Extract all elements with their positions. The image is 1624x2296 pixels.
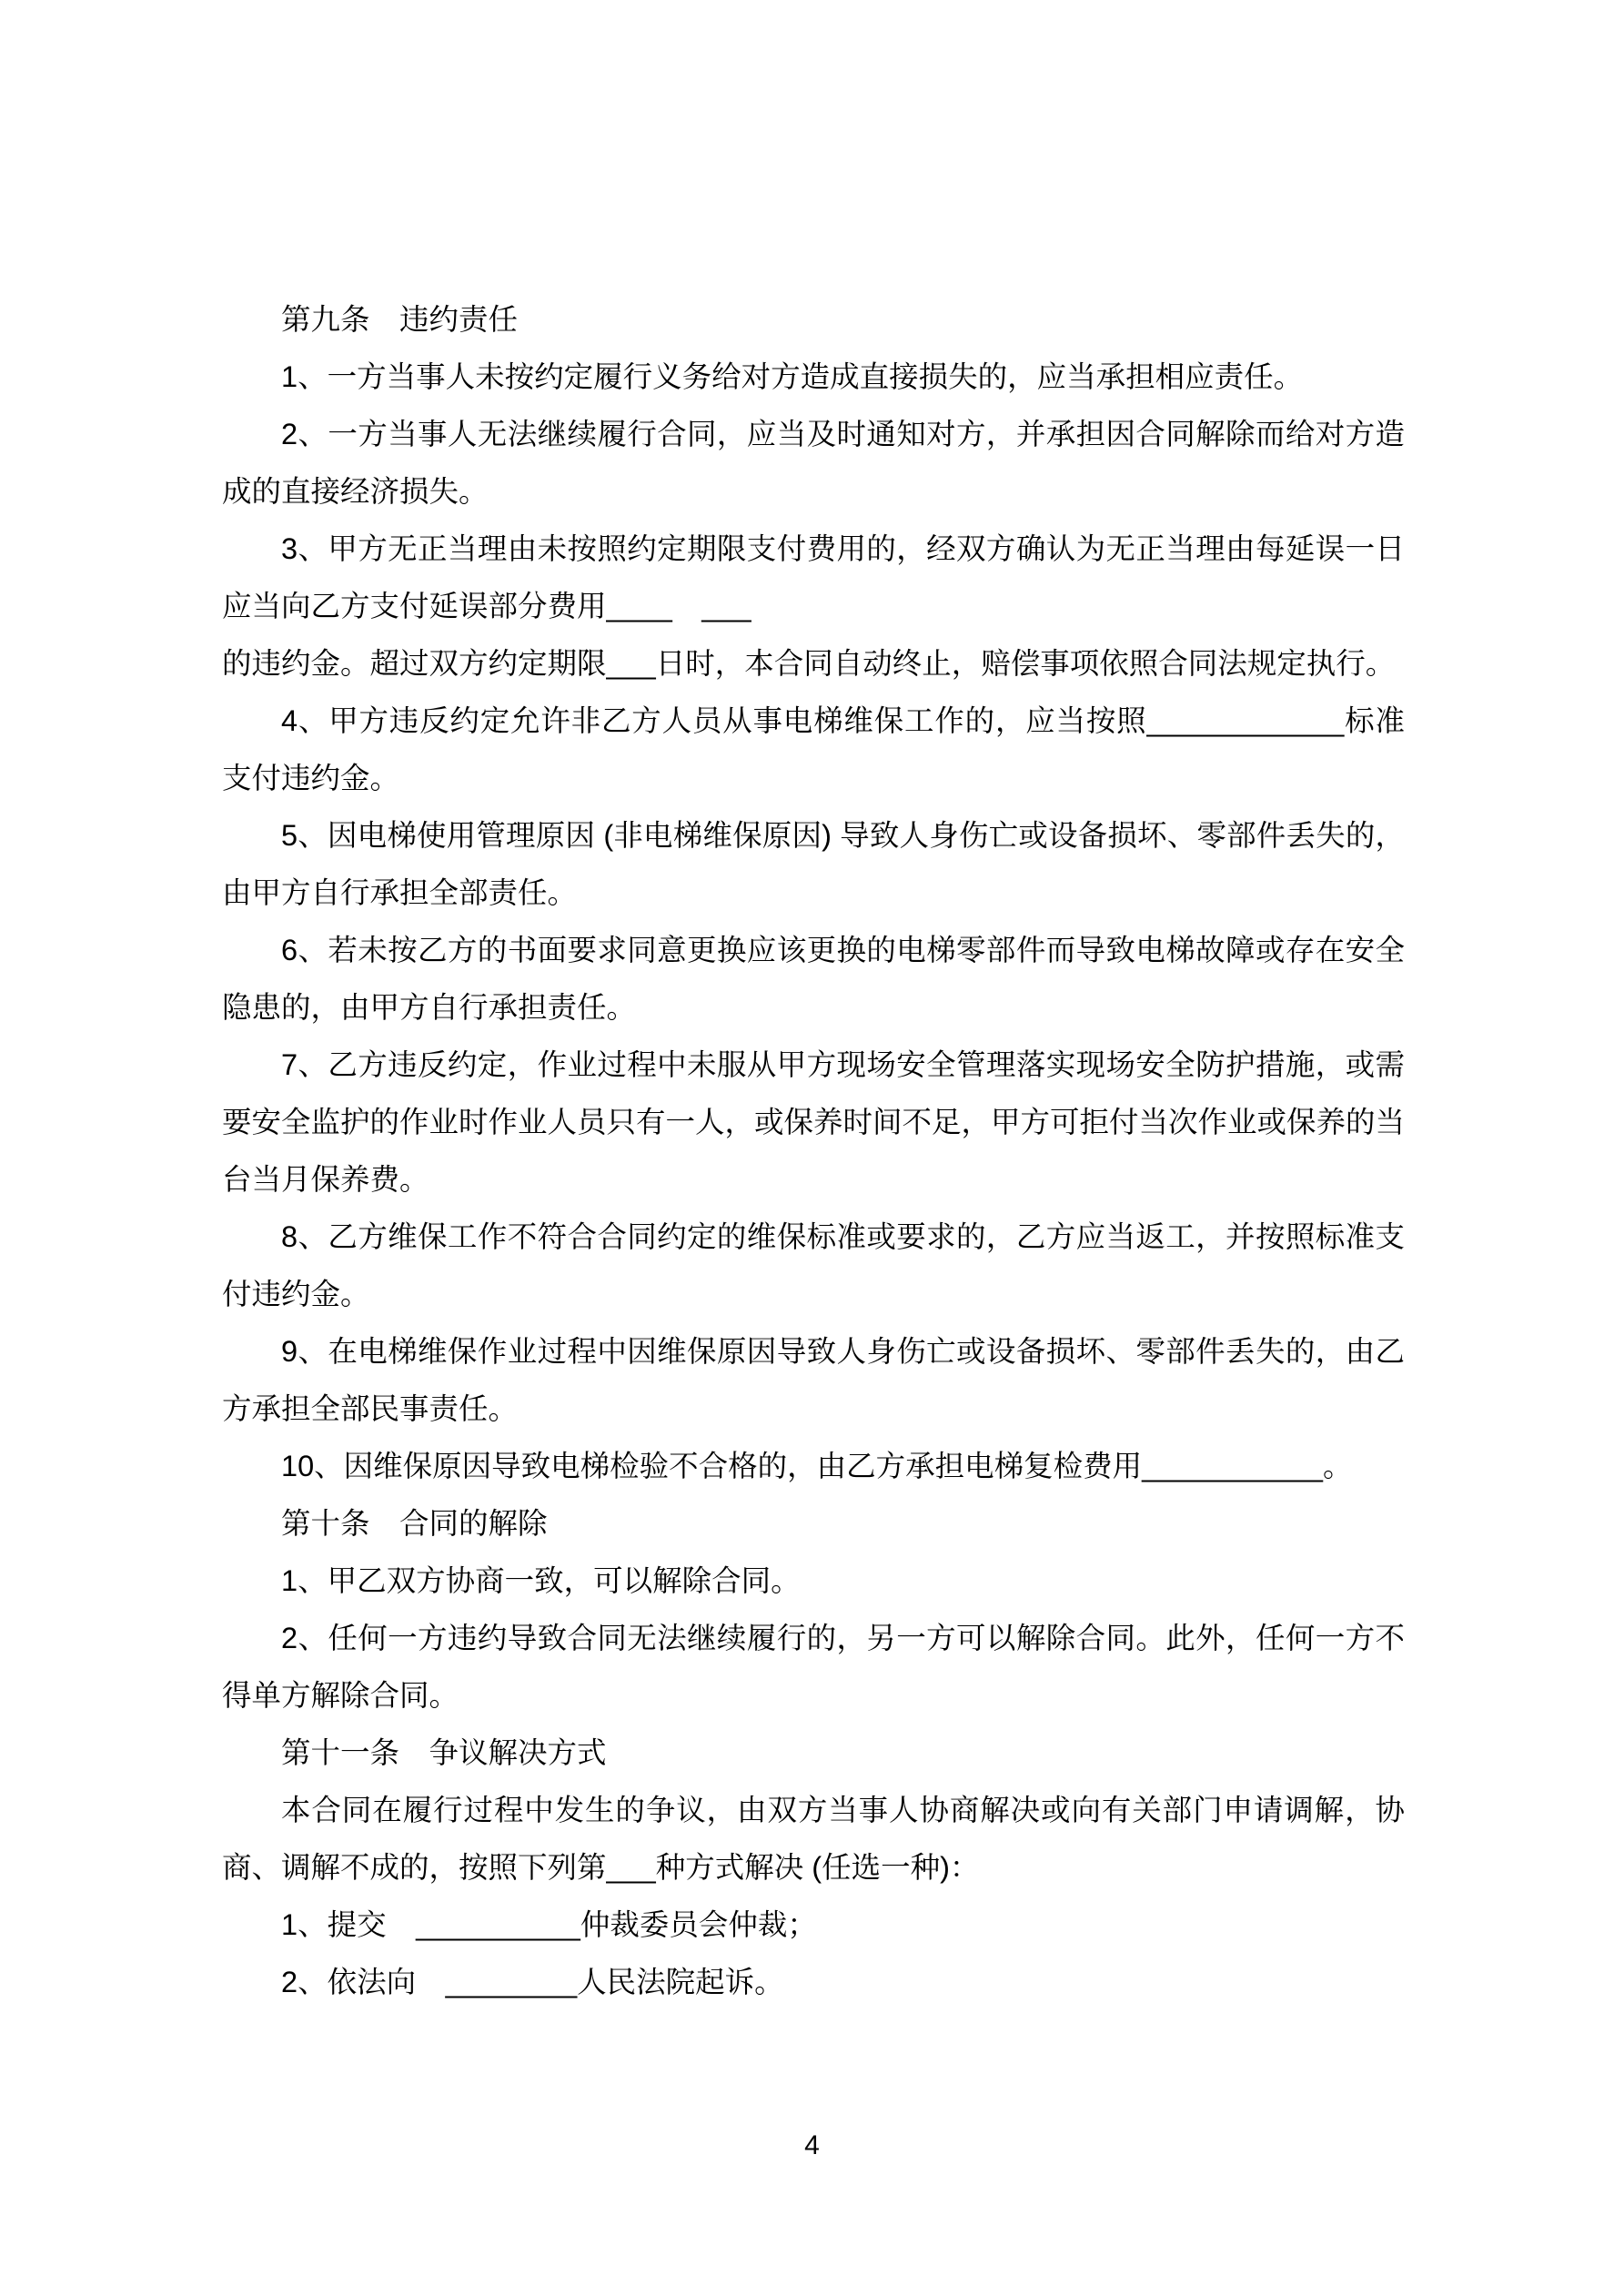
section-heading: 第九条 违约责任	[281, 303, 519, 336]
paragraph: 1、甲乙双方协商一致，可以解除合同。	[281, 1564, 801, 1597]
paragraph: 5、因电梯使用管理原因 (非电梯维保原因) 导致人身伤亡或设备损坏、零部件丢失的，由甲方自行承担全部责任。	[222, 819, 1405, 909]
paragraph: 1、提交 __________仲裁委员会仲裁；	[281, 1908, 817, 1941]
paragraph: 7、乙方违反约定，作业过程中未服从甲方现场安全管理落实现场安全防护措施，或需要安全监护的作业时作业人员只有一人，或保养时间不足，甲方可拒付当次作业或保养的当台当月保养费。	[222, 1048, 1406, 1196]
page-number: 4	[804, 2130, 820, 2160]
paragraph: 2、任何一方违约导致合同无法继续履行的，另一方可以解除合同。此外，任何一方不得单方解除合同。	[222, 1622, 1405, 1712]
section-heading: 第十条 合同的解除	[281, 1507, 548, 1540]
paragraph: 9、在电梯维保作业过程中因维保原因导致人身伤亡或设备损坏、零部件丢失的，由乙方承担全部民事责任。	[222, 1335, 1405, 1425]
paragraph: 1、一方当事人未按约定履行义务给对方造成直接损失的，应当承担相应责任。	[281, 360, 1304, 393]
paragraph: 3、甲方无正当理由未按照约定期限支付费用的，经双方确认为无正当理由每延误一日应当向乙方支付延误部分费用____ ___ 的违约金。超过双方约定期限___日时，本合同自动终止，赔偿事项依照合同法规定执行。	[222, 532, 1405, 680]
paragraph: 4、甲方违反约定允许非乙方人员从事电梯维保工作的，应当按照____________标准支付违约金。	[222, 704, 1405, 794]
paragraph: 本合同在履行过程中发生的争议，由双方当事人协商解决或向有关部门申请调解，协商、调解不成的，按照下列第___种方式解决 (任选一种)：	[222, 1794, 1405, 1884]
paragraph: 10、因维保原因导致电梯检验不合格的，由乙方承担电梯复检费用___________。	[281, 1450, 1353, 1482]
paragraph: 2、一方当事人无法继续履行合同，应当及时通知对方，并承担因合同解除而给对方造成的直接经济损失。	[222, 418, 1405, 508]
document-body	[222, 291, 1405, 2011]
paragraph: 8、乙方维保工作不符合合同约定的维保标准或要求的，乙方应当返工，并按照标准支付违约金。	[222, 1220, 1405, 1310]
section-heading: 第十一条 争议解决方式	[281, 1736, 607, 1769]
paragraph: 2、依法向 ________人民法院起诉。	[281, 1966, 784, 1998]
paragraph: 6、若未按乙方的书面要求同意更换应该更换的电梯零部件而导致电梯故障或存在安全隐患的，由甲方自行承担责任。	[222, 934, 1405, 1024]
